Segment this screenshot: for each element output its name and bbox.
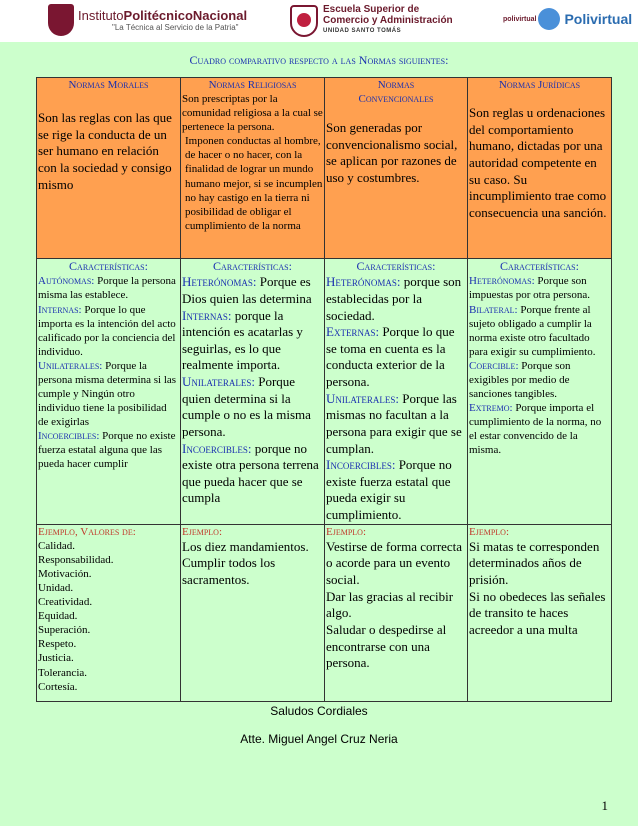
- closing-greeting: Saludos Cordiales: [270, 704, 368, 718]
- characteristic-item: Internas: porque la intención es acatarlas y seguirlas, es lo que realmente importa.: [182, 307, 303, 373]
- characteristic-item: Coercible: Porque son exigibles por medio de sanciones tangibles.: [469, 359, 571, 400]
- definition-morales: Son las reglas con las que se rige la conducta de un ser humano en relación con la sociedad y consigo mismo: [38, 110, 172, 192]
- esca-line1: Escuela Superior de: [323, 4, 420, 15]
- header-convencionales: Normas Convencionales: [358, 79, 434, 106]
- cell-morales-examples: [37, 524, 181, 701]
- example-title: Ejemplo:: [326, 525, 367, 538]
- characteristics-title: Características:: [356, 259, 436, 273]
- characteristic-item: Bilateral: Porque frente al sujeto obligado a cumplir la norma existe otro facultado para exigir su cumplimiento.: [469, 303, 596, 358]
- cell-convencionales-examples: [325, 524, 468, 701]
- characteristics-title: Características:: [500, 259, 579, 273]
- example-item: Vestirse de forma correcta o acorde para un evento social.: [326, 538, 463, 588]
- definitions-row: [37, 78, 612, 259]
- characteristics-title: Características:: [69, 259, 148, 273]
- example-item: Unidad.: [38, 582, 74, 595]
- ipn-crest-icon: [48, 4, 74, 36]
- esca-line2: Comercio y Administración: [323, 15, 453, 26]
- esca-logo: [290, 4, 453, 37]
- characteristic-item: Heterónomas: Porque es Dios quien las determina: [182, 274, 312, 306]
- characteristic-item: Unilaterales: Porque las mismas no facultan a la persona para exigir que se cumplan.: [326, 390, 462, 456]
- example-item: Creatividad.: [38, 596, 93, 609]
- characteristic-item: Incoercibles: Porque no existe fuerza estatal que pueda exigir su cumplimiento.: [326, 457, 452, 523]
- cell-juridicas-definition: [468, 78, 612, 259]
- characteristic-item: Heterónomas: Porque son impuestas por otra persona.: [469, 275, 590, 302]
- page-number: 1: [601, 798, 608, 813]
- cell-juridicas-characteristics: [468, 259, 612, 525]
- example-item: Equidad.: [38, 610, 78, 623]
- characteristics-title: Características:: [213, 259, 292, 273]
- example-item: Dar las gracias al recibir algo.: [326, 588, 454, 621]
- characteristic-item: Unilaterales: Porque quien determina si la cumple o no es la misma persona.: [182, 374, 311, 439]
- ipn-motto: "La Técnica al Servicio de la Patria": [112, 23, 239, 32]
- header-morales: Normas Morales: [68, 79, 149, 91]
- characteristic-item: Incoercibles: Porque no existe fuerza estatal alguna que las pueda hacer cumplir: [38, 430, 176, 471]
- characteristics-row: [37, 259, 612, 525]
- polivirtual-icon: [538, 8, 560, 30]
- comparison-table: [36, 77, 612, 702]
- example-item: Responsabilidad.: [38, 553, 114, 566]
- characteristic-item: Incoercibles: porque no existe otra persona terrena que pueda hacer que se cumpla: [182, 440, 319, 506]
- definition-juridicas: Son reglas u ordenaciones del comportamiento humano, dictadas por una autoridad competente en su caso. Su incumplimiento trae como consecuencia una sanción.: [469, 105, 607, 220]
- definition-religiosas-b: Imponen conductas al hombre, de hacer o no hacer, con la finalidad de lograr un mundo humano mejor, si se incumplen no hay castigo en la tierra ni posibilidad de obligar el cumplimiento de la norma: [185, 135, 323, 232]
- definition-convencionales: Son generadas por convencionalismo social, se aplican por razones de uso y costumbres.: [326, 120, 458, 186]
- cell-convencionales-characteristics: [325, 259, 468, 525]
- characteristic-item: Autónomas: Porque la persona misma las establece.: [38, 275, 176, 302]
- example-item: Cumplir todos los sacramentos.: [182, 555, 276, 588]
- polivirtual-small-label: polivirtual: [503, 15, 537, 23]
- cell-convencionales-definition: [325, 78, 468, 259]
- characteristic-item: Unilaterales: Porque la persona misma determina si las cumple y Ningún otro individuo tiene la posibilidad de exigirlas: [38, 359, 177, 429]
- example-item: Justicia.: [38, 652, 74, 665]
- characteristic-item: Externas: Porque lo que se toma en cuenta es la conducta exterior de la persona.: [326, 324, 455, 390]
- cell-religiosas-examples: [181, 524, 325, 701]
- esca-unit: UNIDAD SANTO TOMÁS: [323, 28, 402, 34]
- polivirtual-logo: [503, 8, 632, 30]
- example-item: Motivación.: [38, 567, 92, 580]
- examples-row: [37, 524, 612, 701]
- cell-morales-definition: [37, 78, 181, 259]
- header-religiosas: Normas Religiosas: [208, 79, 297, 91]
- page-header: [0, 0, 638, 42]
- example-item: Cortesía.: [38, 680, 78, 693]
- cell-religiosas-characteristics: [181, 259, 325, 525]
- example-item: Superación.: [38, 624, 91, 637]
- example-item: Tolerancia.: [38, 666, 88, 679]
- closing-signature: Atte. Miguel Angel Cruz Neria: [240, 732, 398, 746]
- document-title: Cuadro comparativo respecto a las Normas siguientes:: [189, 53, 449, 67]
- characteristic-item: Heterónomas: porque son establecidas por la sociedad.: [326, 274, 462, 323]
- example-item: Saludar o despedirse al encontrarse con una persona.: [326, 621, 447, 671]
- polivirtual-label: Polivirtual: [564, 11, 633, 27]
- esca-shield-icon: [290, 5, 318, 37]
- example-title: Ejemplo, Valores de:: [38, 525, 136, 538]
- example-item: Los diez mandamientos.: [182, 538, 309, 554]
- definition-religiosas-a: Son prescriptas por la comunidad religiosa a la cual se pertenece la persona.: [182, 93, 323, 134]
- cell-religiosas-definition: [181, 78, 325, 259]
- example-item: Si no obedeces las señales de transito te haces acreedor a una multa: [469, 588, 606, 637]
- example-item: Calidad.: [38, 539, 75, 552]
- example-title: Ejemplo:: [182, 525, 223, 538]
- ipn-logo: [48, 4, 247, 36]
- cell-juridicas-examples: [468, 524, 612, 701]
- ipn-name: InstitutoPolitécnicoNacional: [78, 8, 248, 23]
- example-title: Ejemplo:: [469, 525, 510, 538]
- cell-morales-characteristics: [37, 259, 181, 525]
- characteristic-item: Internas: Porque lo que importa es la intención del acto calificado por la conciencia del individuo.: [38, 303, 176, 358]
- example-item: Respeto.: [38, 638, 77, 651]
- example-item: Si matas te corresponden determinados años de prisión.: [469, 538, 600, 588]
- characteristic-item: Extremo: Porque importa el cumplimiento de la norma, no el estar convencido de la misma.: [469, 402, 602, 457]
- header-juridicas: Normas Jurídicas: [498, 79, 581, 91]
